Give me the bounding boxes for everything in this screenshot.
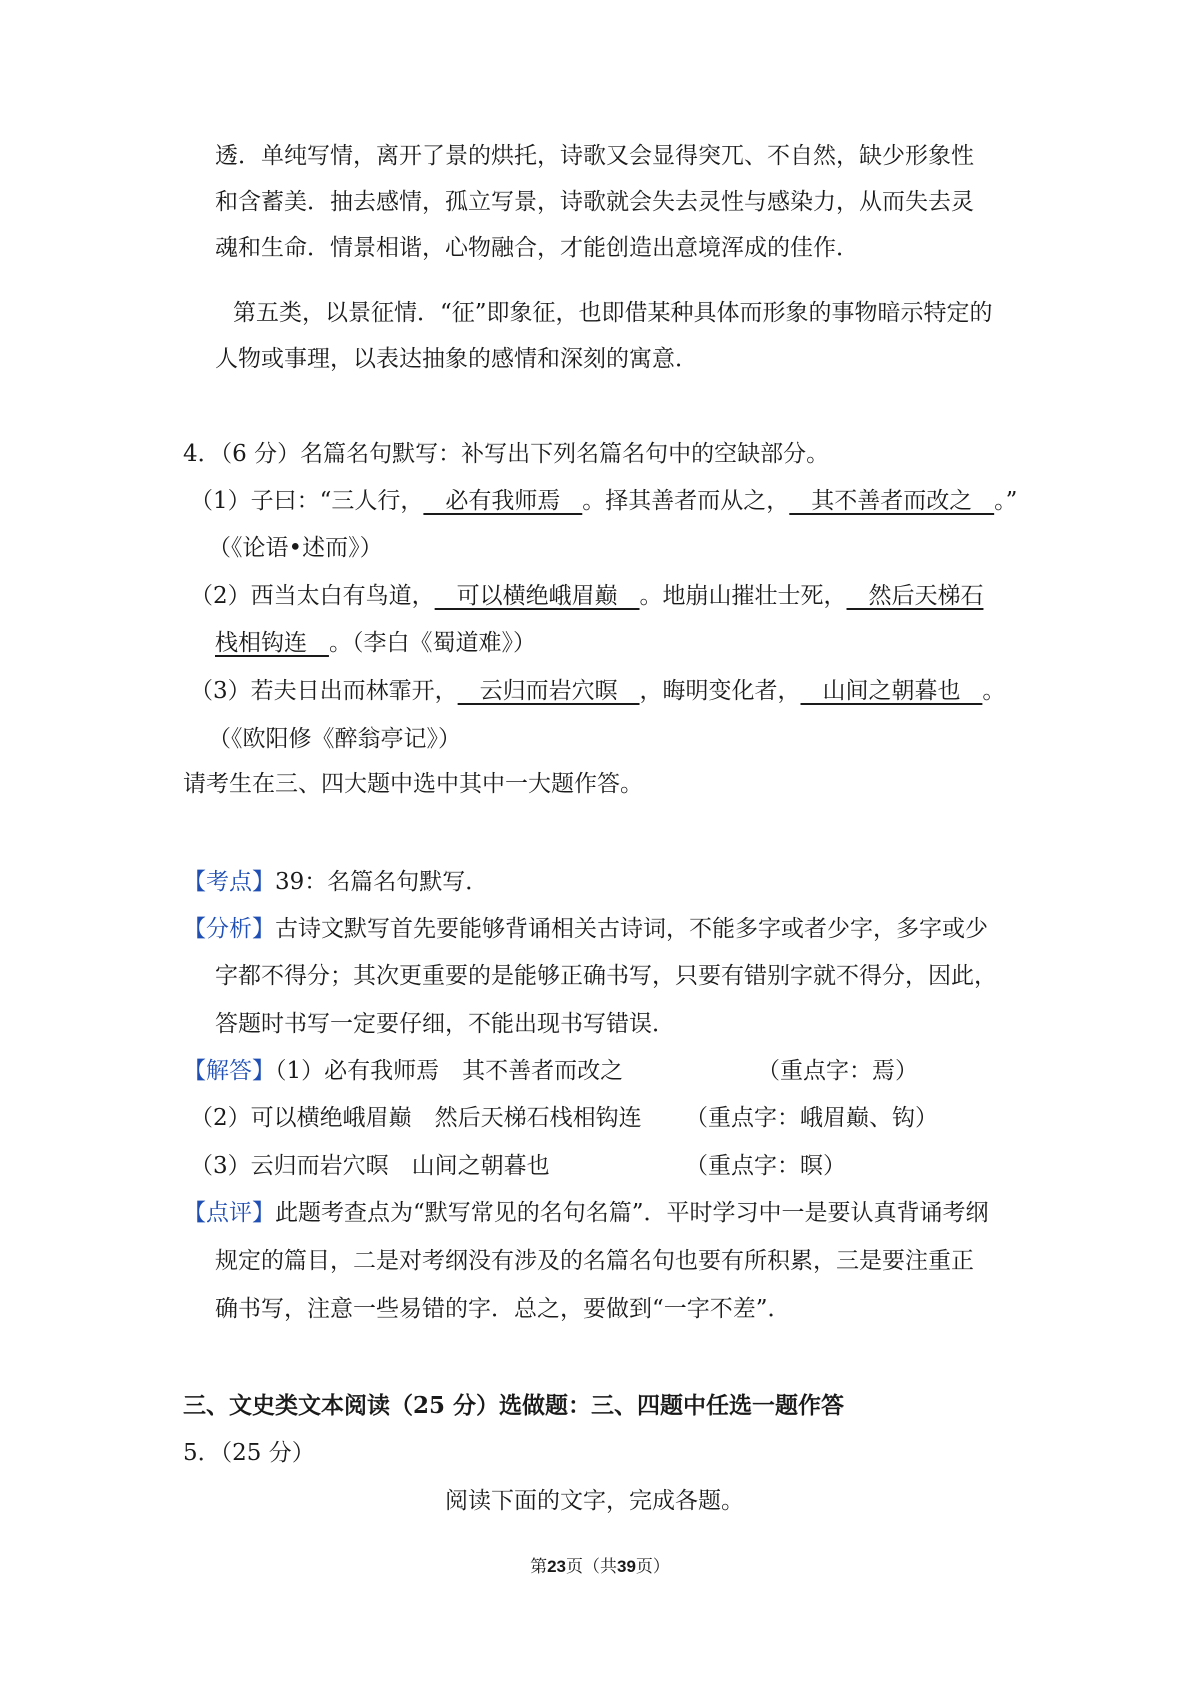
jieda-2-key: （重点字：峨眉巅、钩） (685, 1105, 938, 1131)
jieda-1-text: （1）必有我师焉 其不善者而改之 (275, 1058, 624, 1084)
q4-item-2-answer-2a: 然后天梯石 (846, 583, 984, 609)
footer-middle: 页（共 (566, 1557, 617, 1577)
q4-item-3 (190, 675, 1005, 707)
dianping-tag: 【点评】 (183, 1200, 275, 1226)
dianping-line-2: 规定的篇目，二是对考纲没有涉及的名篇名句也要有所积累，三是要注重正 (215, 1248, 974, 1274)
q4-item-1-answer-2: 其不善者而改之 (789, 488, 995, 514)
q4-item-3-source: （《欧阳修《醉翁亭记》） (208, 726, 461, 752)
fenxi (183, 913, 988, 945)
kaodian-text: 39：名篇名句默写． (275, 869, 489, 895)
jieda-tag: 【解答】 (183, 1058, 275, 1084)
intro-line-2: 和含蓄美．抽去感情，孤立写景，诗歌就会失去灵性与感染力，从而失去灵 (215, 189, 974, 215)
q4-item-2-answer-1: 可以横绝峨眉巅 (434, 583, 640, 609)
fenxi-line-2: 字都不得分；其次更重要的是能够正确书写，只要有错别字就不得分，因此， (215, 963, 997, 989)
intro-line-3: 魂和生命．情景相谐，心物融合，才能创造出意境浑成的佳作． (215, 235, 859, 261)
q4-item-1-answer-1: 必有我师焉 (423, 488, 583, 514)
intro-line-4: 第五类，以景征情．“征”即象征，也即借某种具体而形象的事物暗示特定的 (233, 300, 993, 326)
q4-item-2-answer-2b: 栈相钩连 (215, 630, 329, 656)
kaodian (183, 866, 488, 898)
section-3-heading: 三、文史类文本阅读（25 分）选做题：三、四题中任选一题作答 (183, 1392, 845, 1419)
q4-item-3-mid: ，晦明变化者， (639, 678, 801, 704)
q4-item-3-lead: （3）若夫日出而林霏开， (190, 678, 458, 704)
fenxi-line-1: 古诗文默写首先要能够背诵相关古诗词，不能多字或者少字，多字或少 (275, 916, 988, 942)
q4-item-1-lead: （1）子曰：“三人行， (190, 488, 424, 514)
q4-item-1 (190, 485, 1017, 517)
total-pages: 39 (617, 1557, 636, 1576)
kaodian-tag: 【考点】 (183, 869, 275, 895)
jieda-3-key: （重点字：暝） (685, 1153, 846, 1179)
q4-item-1-mid: 。择其善者而从之， (582, 488, 790, 514)
q5-title: 5．（25 分） (183, 1440, 315, 1466)
jieda-2-text: （2）可以横绝峨眉巅 然后天梯石栈相钩连 (190, 1105, 642, 1131)
dianping-line-1: 此题考查点为“默写常见的名句名篇”．平时学习中一是要认真背诵考纲 (275, 1200, 989, 1226)
jieda-1-key: （重点字：焉） (757, 1058, 918, 1084)
intro-line-1: 透．单纯写情，离开了景的烘托，诗歌又会显得突兀、不自然，缺少形象性 (215, 143, 974, 169)
q4-item-3-answer-2: 山间之朝暮也 (800, 678, 983, 704)
q4-item-1-source: （《论语•述而》） (208, 535, 383, 561)
q4-title: 4．（6 分）名篇名句默写：补写出下列名篇名句中的空缺部分。 (183, 441, 830, 467)
page-footer (0, 1555, 1200, 1579)
q4-item-1-end: 。” (994, 488, 1018, 514)
footer-suffix: 页） (635, 1557, 670, 1577)
q4-item-2-lead: （2）西当太白有鸟道， (190, 583, 435, 609)
page-number: 23 (547, 1557, 566, 1576)
q4-item-2-cont (215, 627, 536, 659)
footer-prefix: 第 (530, 1557, 548, 1577)
jieda-1 (183, 1055, 623, 1087)
reading-instruction: 阅读下面的文字，完成各题。 (445, 1488, 744, 1514)
dianping-line-3: 确书写，注意一些易错的字．总之，要做到“一字不差”． (215, 1296, 791, 1322)
q4-item-2 (190, 580, 983, 612)
jieda-3-text: （3）云归而岩穴暝 山间之朝暮也 (190, 1153, 550, 1179)
q4-item-3-end: 。 (982, 678, 1006, 704)
intro-line-5: 人物或事理，以表达抽象的感情和深刻的寓意． (215, 346, 698, 372)
q4-item-2-mid: 。地崩山摧壮士死， (639, 583, 847, 609)
q4-note: 请考生在三、四大题中选中其中一大题作答。 (183, 771, 643, 797)
q4-item-3-answer-1: 云归而岩穴暝 (457, 678, 640, 704)
q4-item-2-source: 。（李白《蜀道难》） (328, 630, 536, 656)
fenxi-tag: 【分析】 (183, 916, 275, 942)
dianping (183, 1197, 989, 1229)
fenxi-line-3: 答题时书写一定要仔细，不能出现书写错误． (215, 1011, 675, 1037)
